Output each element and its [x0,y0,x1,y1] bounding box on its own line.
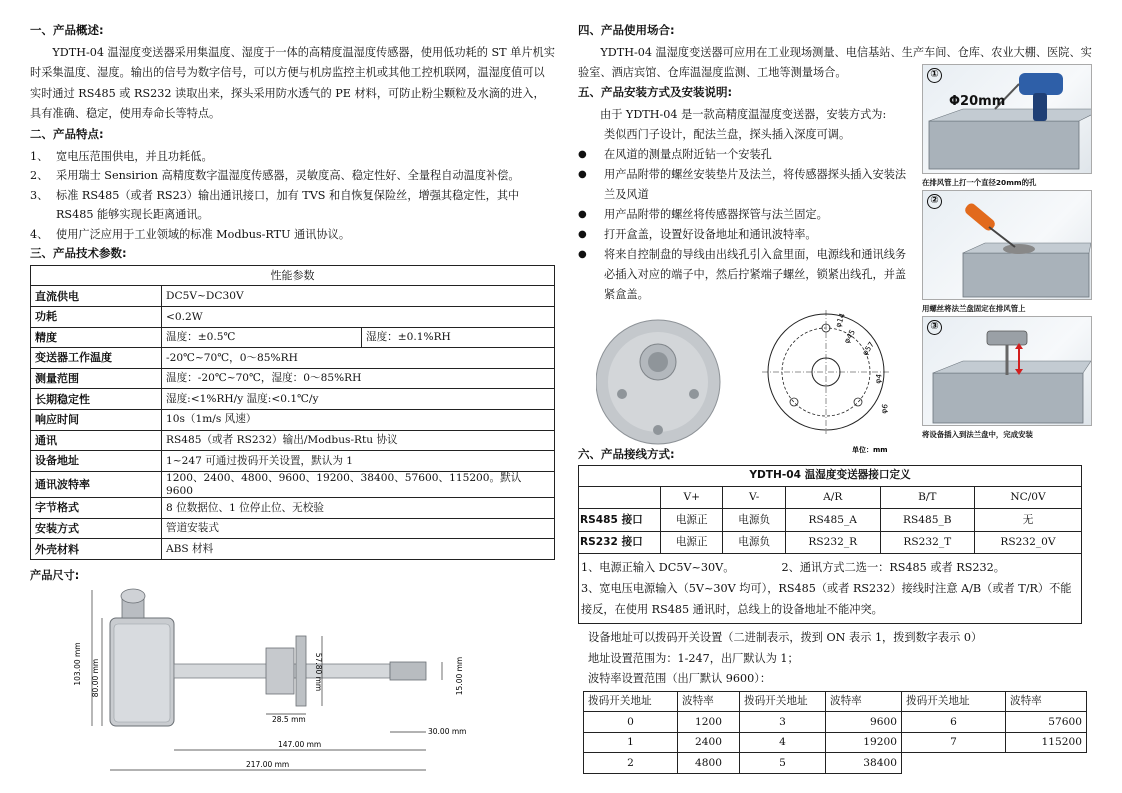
spec-label: 功耗 [31,307,162,328]
drill-illustration [923,65,1091,173]
spec-table-title-row [31,265,555,286]
install-photo-3 [922,316,1092,426]
spec-value: 8 位数据位、1 位停止位、无校验 [162,498,555,519]
screwdriver-illustration [923,191,1091,299]
spec-row [31,368,555,389]
dim-label-80: 80.00 mm [91,659,100,698]
pin-row [579,509,1082,532]
spec-label: 精度 [31,327,162,348]
install-step-text: 将来自控制盘的导线由出线孔引入盒里面，电源线和通讯线务必插入对应的端子中，然后拧紧端子螺丝，锁紧出线孔，并盖紧盒盖。 [604,247,907,301]
feature-text: 标准 RS485（或者 RS23）输出通讯接口，加有 TVS 和自恢复保险丝，增强其稳定性，其中 RS485 能够实现长距离通讯。 [56,188,520,222]
duct [929,121,1079,169]
pin-cell: 电源正 [661,531,723,554]
features-heading: 二、产品特点: [30,126,104,141]
pin-cell: 电源负 [723,531,785,554]
dim-label-30: 30.00 mm [428,727,467,737]
install-step-text: 在风道的测量点附近钻一个安装孔 [604,147,772,161]
spec-row [31,539,555,560]
spec-value: <0.2W [162,307,555,328]
install-intro-1: 由于 YDTH-04 是一款高精度温湿度变送器，安装方式为: [600,107,887,121]
spec-label: 长期稳定性 [31,389,162,410]
install-caption-3: 将设备插入到法兰盘中，完成安装 [922,430,1033,439]
baud-cell: 1 [584,732,678,753]
features-list [30,147,555,245]
step-number: ③ [927,320,942,335]
spec-value: -20℃~70℃，0～85%RH [162,348,555,369]
cable-gland-cap [121,589,145,603]
baud-col-header: 波特率 [678,691,740,712]
spec-label: 通讯波特率 [31,471,162,497]
install-caption-1: 在排风管上打一个直径20mm的孔 [922,178,1037,187]
install-step-text: 用产品附带的螺丝将传感器探管与法兰固定。 [604,207,828,221]
spec-value: 10s（1m/s 风速） [162,410,555,431]
install-step-item [578,165,908,205]
feature-text: 使用广泛应用于工业领域的标准 Modbus-RTU 通讯协议。 [56,227,351,241]
spec-row [31,410,555,431]
baud-cell-empty [1006,753,1087,774]
baud-cell: 4 [740,732,826,753]
baud-cell: 4800 [678,753,740,774]
flange-plate [296,636,306,706]
install-step-item [578,245,908,305]
spec-label: 安装方式 [31,518,162,539]
dimension-drawing [70,584,480,780]
spec-label: 设备地址 [31,451,162,472]
baud-cell: 2400 [678,732,740,753]
spec-label: 字节格式 [31,498,162,519]
left-column [30,24,555,780]
drill-handle [1033,93,1047,121]
feature-number: 3、 [30,188,49,202]
bullet-icon: ● [578,148,587,160]
baud-row [584,753,1087,774]
flange-bolt-hole [790,398,798,406]
pin-cell: 电源负 [723,509,785,532]
install-intro-2: 类似西门子设计，配法兰盘，探头插入深度可调。 [604,127,851,141]
feature-text: 宽电压范围供电，并且功耗低。 [56,149,213,163]
baud-cell: 115200 [1006,732,1087,753]
flange-dim-45: φ45 [841,327,857,345]
baud-cell: 38400 [826,753,902,774]
dimension-drawing-svg [70,584,480,780]
feature-number: 2、 [30,169,49,183]
dip-notes [578,628,1087,690]
transmitter-housing [987,331,1027,345]
pin-table [578,465,1082,555]
pin-cell: RS232_R [785,531,880,554]
spec-row [31,327,555,348]
pin-col-header: B/T [880,486,974,509]
pin-cell: RS232_T [880,531,974,554]
specs-heading: 三、产品技术参数: [30,246,127,261]
feature-number: 4、 [30,227,49,241]
screwdriver-handle [963,201,997,232]
spec-row [31,307,555,328]
dimensions-heading: 产品尺寸: [30,569,80,583]
pin-row-label: RS232 接口 [579,531,661,554]
flange-dim-57: φ57 [860,340,876,358]
dim-label-147: 147.00 mm [278,740,322,750]
flange-on-duct [1003,244,1035,254]
pin-table-title-row [579,465,1082,486]
flange-photo-screw-hole [689,389,699,399]
flange-photo-screw-hole [617,389,627,399]
spec-value: RS485（或者 RS232）输出/Modbus-Rtu 协议 [162,430,555,451]
spec-row [31,389,555,410]
dip-line-1: 设备地址可以拨码开关设置（二进制表示，拨到 ON 表示 1，拨到数字表示 0） [588,631,983,645]
flange-unit: 单位：mm [852,446,888,454]
duct [963,253,1089,297]
flange-photo-hole [648,352,668,372]
baud-col-header: 波特率 [1006,691,1087,712]
flange-figure [596,310,906,460]
baud-col-header: 拨码开关地址 [902,691,1006,712]
install-step-text: 用产品附带的螺丝安装垫片及法兰，将传感器探头插入安装法兰及风道 [604,167,907,201]
spec-value: 管道安装式 [162,518,555,539]
wiring-heading: 六、产品接线方式: [578,447,675,461]
duct-top [929,109,1091,121]
baud-cell: 19200 [826,732,902,753]
baud-col-header: 拨码开关地址 [584,691,678,712]
flange-dim-14: φ14 [833,311,847,329]
spec-row [31,498,555,519]
spec-value: 温度：-20℃~70℃，湿度：0～85%RH [162,368,555,389]
pin-cell: RS232_0V [974,531,1081,554]
flange-figure-svg [596,310,906,460]
wiring-note-1b: 2、通讯方式二选一：RS485 或者 RS232。 [781,561,1005,575]
feature-item [30,225,555,245]
baud-cell: 5 [740,753,826,774]
spec-label: 通讯 [31,430,162,451]
dim-label-28: 28.5 mm [272,715,306,725]
spec-value-2: 湿度：±0.1%RH [362,327,555,348]
install-photo-2 [922,190,1092,300]
spec-row [31,348,555,369]
overview-text: YDTH-04 温湿度变送器采用集温度、湿度于一体的高精度温湿度传感器，使用低功耗的 ST 单片机实时采集温度、湿度。输出的信号为数字信号，可以方便与机房监控主机或其他工控机联网，温湿度值可以实时通过 RS485 或 RS232 读取出来，探头采用防水透气的 PE 材料，可防止粉尘颗粒及水滴的进入，具有准确、稳定，使用寿命长等特点。 [30,45,555,121]
baud-cell-empty [902,753,1006,774]
baud-cell: 3 [740,712,826,733]
pin-cell: RS485_B [880,509,974,532]
feature-item [30,166,555,186]
housing-cover [114,624,170,722]
pin-col-header: V+ [661,486,723,509]
pin-col-header [579,486,661,509]
usage-text: YDTH-04 温湿度变送器可应用在工业现场测量、电信基站、生产车间、仓库、农业大棚、医院、实验室、酒店宾馆、仓库温湿度监测、工地等测量场合。 [578,45,1092,80]
spec-label: 直流供电 [31,286,162,307]
spec-row [31,471,555,497]
install-step-text: 打开盒盖，设置好设备地址和通讯波特率。 [604,227,817,241]
flange-dim-6: φ6 [879,403,890,415]
baud-cell: 9600 [826,712,902,733]
feature-item [30,186,555,225]
pin-row [579,531,1082,554]
feature-text: 采用瑞士 Sensirion 高精度数字温湿度传感器，灵敏度高、稳定性好、全量程自动温度补偿。 [56,169,520,183]
baud-cell: 1200 [678,712,740,733]
wiring-notes [578,554,1082,624]
feature-item [30,147,555,167]
install-caption-2: 用螺丝将法兰盘固定在排风管上 [922,304,1026,313]
baud-cell: 6 [902,712,1006,733]
spec-value: 1~247 可通过拨码开关设置，默认为 1 [162,451,555,472]
spec-table-title: 性能参数 [31,265,555,286]
baud-header-row [584,691,1087,712]
install-heading: 五、产品安装方式及安装说明: [578,84,733,99]
baud-cell: 57600 [1006,712,1087,733]
install-step-item [578,145,908,165]
installed-illustration [923,317,1091,425]
usage-heading: 四、产品使用场合: [578,23,675,37]
pin-cell: 电源正 [661,509,723,532]
flange-dim-4: φ4 [873,373,884,385]
spec-label: 变送器工作温度 [31,348,162,369]
dim-label-57: 57.80 mm [314,653,323,692]
dim-label-15: 15.00 mm [455,657,464,696]
install-step-item [578,205,908,225]
pin-col-header: NC/0V [974,486,1081,509]
dim-label-103: 103.00 mm [73,642,82,687]
spec-value: DC5V~DC30V [162,286,555,307]
flange-photo-screw-hole [653,425,663,435]
probe-tip [390,662,426,680]
pin-cell: RS485_A [785,509,880,532]
bullet-icon: ● [578,168,587,180]
spec-value: 1200、2400、4800、9600、19200、38400、57600、115200。默认 9600 [162,471,555,497]
duct [933,373,1083,423]
wiring-note-1 [581,557,1079,578]
drill-body [1019,73,1063,95]
bullet-icon: ● [578,228,587,240]
drill-label: Φ20mm [949,94,1006,109]
bullet-icon: ● [578,248,587,260]
bullet-icon: ● [578,208,587,220]
feature-number: 1、 [30,149,49,163]
baud-row [584,732,1087,753]
pin-cell: 无 [974,509,1081,532]
duct-top [933,361,1091,373]
step-number: ② [927,194,942,209]
spec-table [30,265,555,560]
baud-row [584,712,1087,733]
step-number: ① [927,68,942,83]
pin-col-header: V- [723,486,785,509]
spec-row [31,518,555,539]
spec-value: 湿度:<1%RH/y 温度:<0.1℃/y [162,389,555,410]
install-step-item [578,225,908,245]
flange-bolt-hole [854,398,862,406]
overview-heading: 一、产品概述: [30,23,104,37]
spec-label: 外壳材料 [31,539,162,560]
baud-cell: 7 [902,732,1006,753]
spec-label: 响应时间 [31,410,162,431]
baud-cell: 2 [584,753,678,774]
wiring-note-1a: 1、电源正输入 DC5V~30V。 [581,561,735,575]
install-photos [922,64,1092,472]
spec-row [31,451,555,472]
baud-cell: 0 [584,712,678,733]
flange [266,648,294,694]
dip-line-3: 波特率设置范围（出厂默认 9600）： [588,672,772,686]
pin-col-header: A/R [785,486,880,509]
baud-col-header: 拨码开关地址 [740,691,826,712]
baud-col-header: 波特率 [826,691,902,712]
spec-value: 温度：±0.5℃ [162,327,362,348]
dim-label-217: 217.00 mm [246,760,290,770]
pin-table-header-row [579,486,1082,509]
spec-row [31,430,555,451]
wiring-note-2: 3、宽电压电源输入（5V~30V 均可），RS485（或者 RS232）接线时注意 A/B（或者 T/R）不能接反，在使用 RS485 通讯时，总线上的设备地址不能冲突。 [581,582,1072,617]
pin-table-title: YDTH-04 温湿度变送器接口定义 [579,465,1082,486]
baud-table [583,691,1087,774]
spec-label: 测量范围 [31,368,162,389]
spec-row [31,286,555,307]
install-photo-1 [922,64,1092,174]
spec-value: ABS 材料 [162,539,555,560]
right-column [578,23,1094,769]
dip-line-2: 地址设置范围为：1-247，出厂默认为 1； [588,651,799,665]
pin-row-label: RS485 接口 [579,509,661,532]
